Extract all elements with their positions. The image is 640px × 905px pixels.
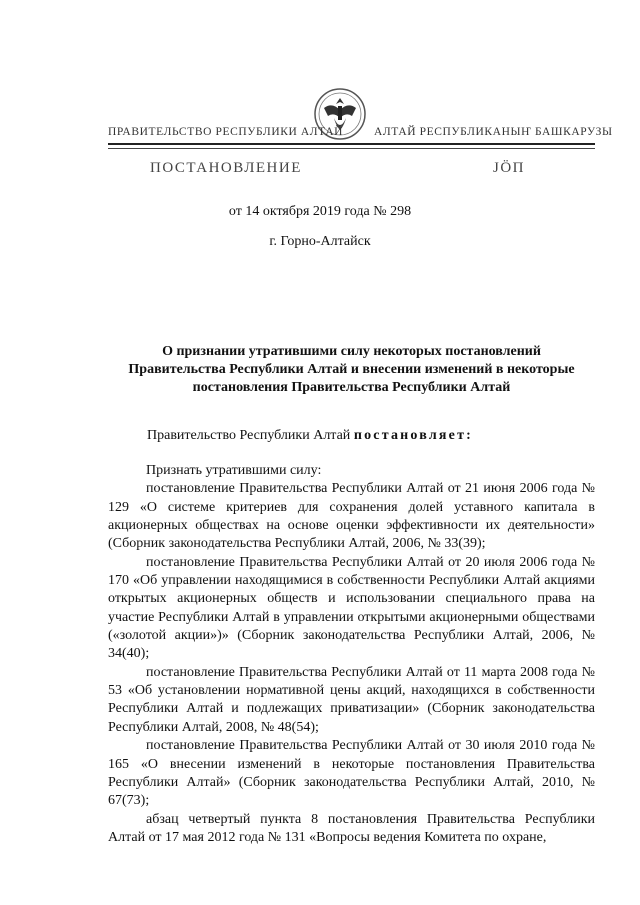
- preamble-text: Правительство Республики Алтай: [147, 428, 354, 443]
- title-line: О признании утратившими силу некоторых постановлений: [162, 344, 541, 359]
- body-paragraph: постановление Правительства Республики Алтай от 11 марта 2008 года № 53 «Об установлении нормативной цены акций, находящихся в собственности Республики Алтай и подлежащих приватизации» (Сборник законодательства Республики Алтай, 2008, № 48(54);: [108, 664, 595, 735]
- header-government-name-ru: ПРАВИТЕЛЬСТВО РЕСПУБЛИКИ АЛТАЙ: [108, 126, 344, 138]
- document-title: [108, 343, 595, 397]
- body-paragraph: постановление Правительства Республики Алтай от 21 июня 2006 года № 129 «О системе критериев для сохранения долей уставного капитала в акционерных обществах на основе оценки эффективности их деятельности» (Сборник законодательства Республики Алтай, 2006, № 33(39);: [108, 481, 595, 552]
- body-paragraph: абзац четвертый пункта 8 постановления Правительства Республики Алтай от 17 мая 2012 года № 131 «Вопросы ведения Комитета по охране,: [108, 811, 595, 845]
- document-body: [108, 462, 595, 847]
- doc-type-alt: ЈÖП: [493, 160, 526, 176]
- doc-type-ru: ПОСТАНОВЛЕНИЕ: [150, 160, 302, 176]
- preamble: [147, 428, 473, 444]
- document-date-number: от 14 октября 2019 года № 298: [228, 204, 412, 219]
- title-line: постановления Правительства Республики Алтай: [192, 380, 511, 395]
- preamble-keyword: постановляет:: [353, 428, 474, 443]
- body-paragraph: Признать утратившими силу:: [146, 463, 322, 478]
- header-government-name-alt: АЛТАЙ РЕСПУБЛИКАНЫҤ БАШКАРУЗЫ: [374, 126, 613, 138]
- document-city: г. Горно-Алтайск: [269, 234, 371, 249]
- header-rule-thick: [108, 143, 595, 145]
- header-rule-thin: [108, 148, 595, 149]
- title-line: Правительства Республики Алтай и внесении изменений в некоторые: [128, 362, 575, 377]
- body-paragraph: постановление Правительства Республики Алтай от 30 июля 2010 года № 165 «О внесении изменений в некоторые постановления Правительства Республики Алтай» (Сборник законодательства Республики Алтай, 2010, № 67(73);: [108, 738, 595, 809]
- body-paragraph: постановление Правительства Республики Алтай от 20 июля 2006 года № 170 «Об управлении находящимися в собственности Республики Алтай акциями открытых акционерных обществ и использовании специального права на участие Республики Алтай в управлении открытыми акционерными обществами («золотой акции»)» (Сборник законодательства Республики Алтай, 2006, № 34(40);: [108, 554, 595, 662]
